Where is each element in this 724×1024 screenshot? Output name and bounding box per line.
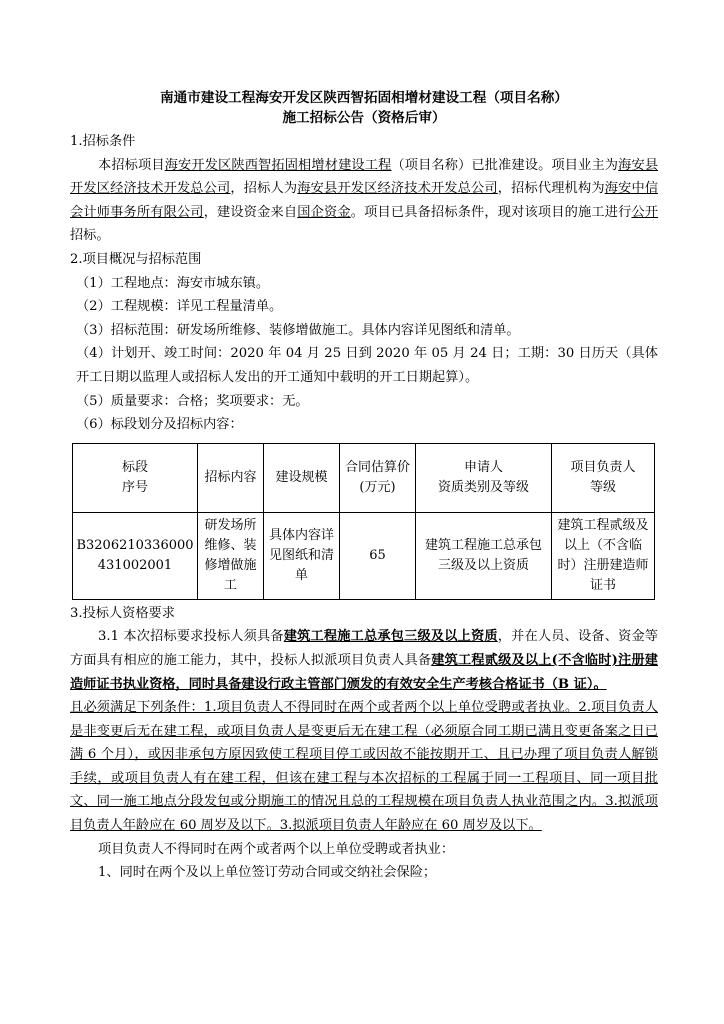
section-3-conditions: 且必须满足下列条件：1.项目负责人不得同时在两个或者两个以上单位受聘或者执业。2.项目负责人是非变更后无在建工程，或项目负责人是变更后无在建工程（必须原合同工期已满且变更备案之日已满 6 个月），或因非承包方原因致使工程项目停工或因故不能按期开工、且已办理了项目负责人解锁手续，或项目负责人有在建工程，但该在建工程与本次招标的工程属于同一工程项目、同一项目批文、同一施工地点分段发包或分期施工的情况且总的工程规模在项目负责人执业范围之内。3.拟派项目负责人年龄应在 60 周岁及以下。3.拟派项目负责人年龄应在 60 周岁及以下。 <box>70 700 658 834</box>
lot-table <box>72 443 655 600</box>
cell-qualification: 建筑工程施工总承包三级及以上资质 <box>416 512 552 599</box>
header-scale: 建设规模 <box>264 443 340 512</box>
cell-lot-no: B3206210336000431002001 <box>73 512 198 599</box>
scope-item-lots: （6）标段划分及招标内容： <box>76 417 243 433</box>
header-lot-no: 标段 序号 <box>73 443 198 512</box>
page-subtitle: 施工招标公告（资格后审） <box>282 110 446 126</box>
header-content: 招标内容 <box>198 443 264 512</box>
section-3-requirement: 3.1 本次招标要求投标人须具备建筑工程施工总承包三级及以上资质，并在人员、设备、资金等方面具有相应的施工能力，其中，投标人拟派项目负责人具备建筑工程贰级及以上(不含临时)注册建造师证书执业资格，同时具备建设行政主管部门颁发的有效安全生产考核合格证书（B 证）。 <box>70 629 658 692</box>
page-title: 南通市建设工程海安开发区陕西智拓固相增材建设工程（项目名称） <box>160 90 568 106</box>
lot-table-header <box>73 443 655 512</box>
scope-item-location: （1）工程地点：海安市城东镇。 <box>76 275 270 291</box>
section-1-body: 本招标项目海安开发区陕西智拓固相增材建设工程（项目名称）已批准建设。项目业主为海安县开发区经济技术开发总公司，招标人为海安县开发区经济技术开发总公司，招标代理机构为海安中信会计师事务所有限公司，建设资金来自国企资金。项目已具备招标条件，现对该项目的施工进行公开招标。 <box>70 157 659 244</box>
section-1-heading: 1.招标条件 <box>70 134 136 149</box>
scope-item-schedule: （4）计划开、竣工时间：2020 年 04 月 25 日到 2020 年 05 月 24 日；工期：30 日历天（具体开工日期以监理人或招标人发出的开工通知中载明的开工日期起算）。 <box>76 346 658 385</box>
cell-price: 65 <box>340 512 416 599</box>
cell-manager-level: 建筑工程贰级及以上（不含临时）注册建造师证书 <box>552 512 655 599</box>
scope-item-scale: （2）工程规模：详见工程量清单。 <box>76 299 283 315</box>
scope-item-quality: （5）质量要求：合格；奖项要求：无。 <box>76 393 309 409</box>
section-3-condition-1: 1、同时在两个及以上单位签订劳动合同或交纳社会保险； <box>98 865 437 881</box>
section-3-heading: 3.投标人资格要求 <box>70 605 175 621</box>
section-2-heading: 2.项目概况与招标范围 <box>70 251 202 267</box>
header-price: 合同估算价 (万元) <box>340 443 416 512</box>
cell-scale: 具体内容详见图纸和清单 <box>264 512 340 599</box>
announcement-page <box>70 88 658 885</box>
header-manager-level: 项目负责人 等级 <box>552 443 655 512</box>
cell-content: 研发场所维修、装修增做施工 <box>198 512 264 599</box>
scope-item-range: （3）招标范围：研发场所维修、装修增做施工。具体内容详见图纸和清单。 <box>76 322 520 338</box>
table-row <box>73 512 655 599</box>
header-qualification: 申请人 资质类别及等级 <box>416 443 552 512</box>
section-3-note: 项目负责人不得同时在两个或者两个以上单位受聘或者执业： <box>98 841 455 857</box>
